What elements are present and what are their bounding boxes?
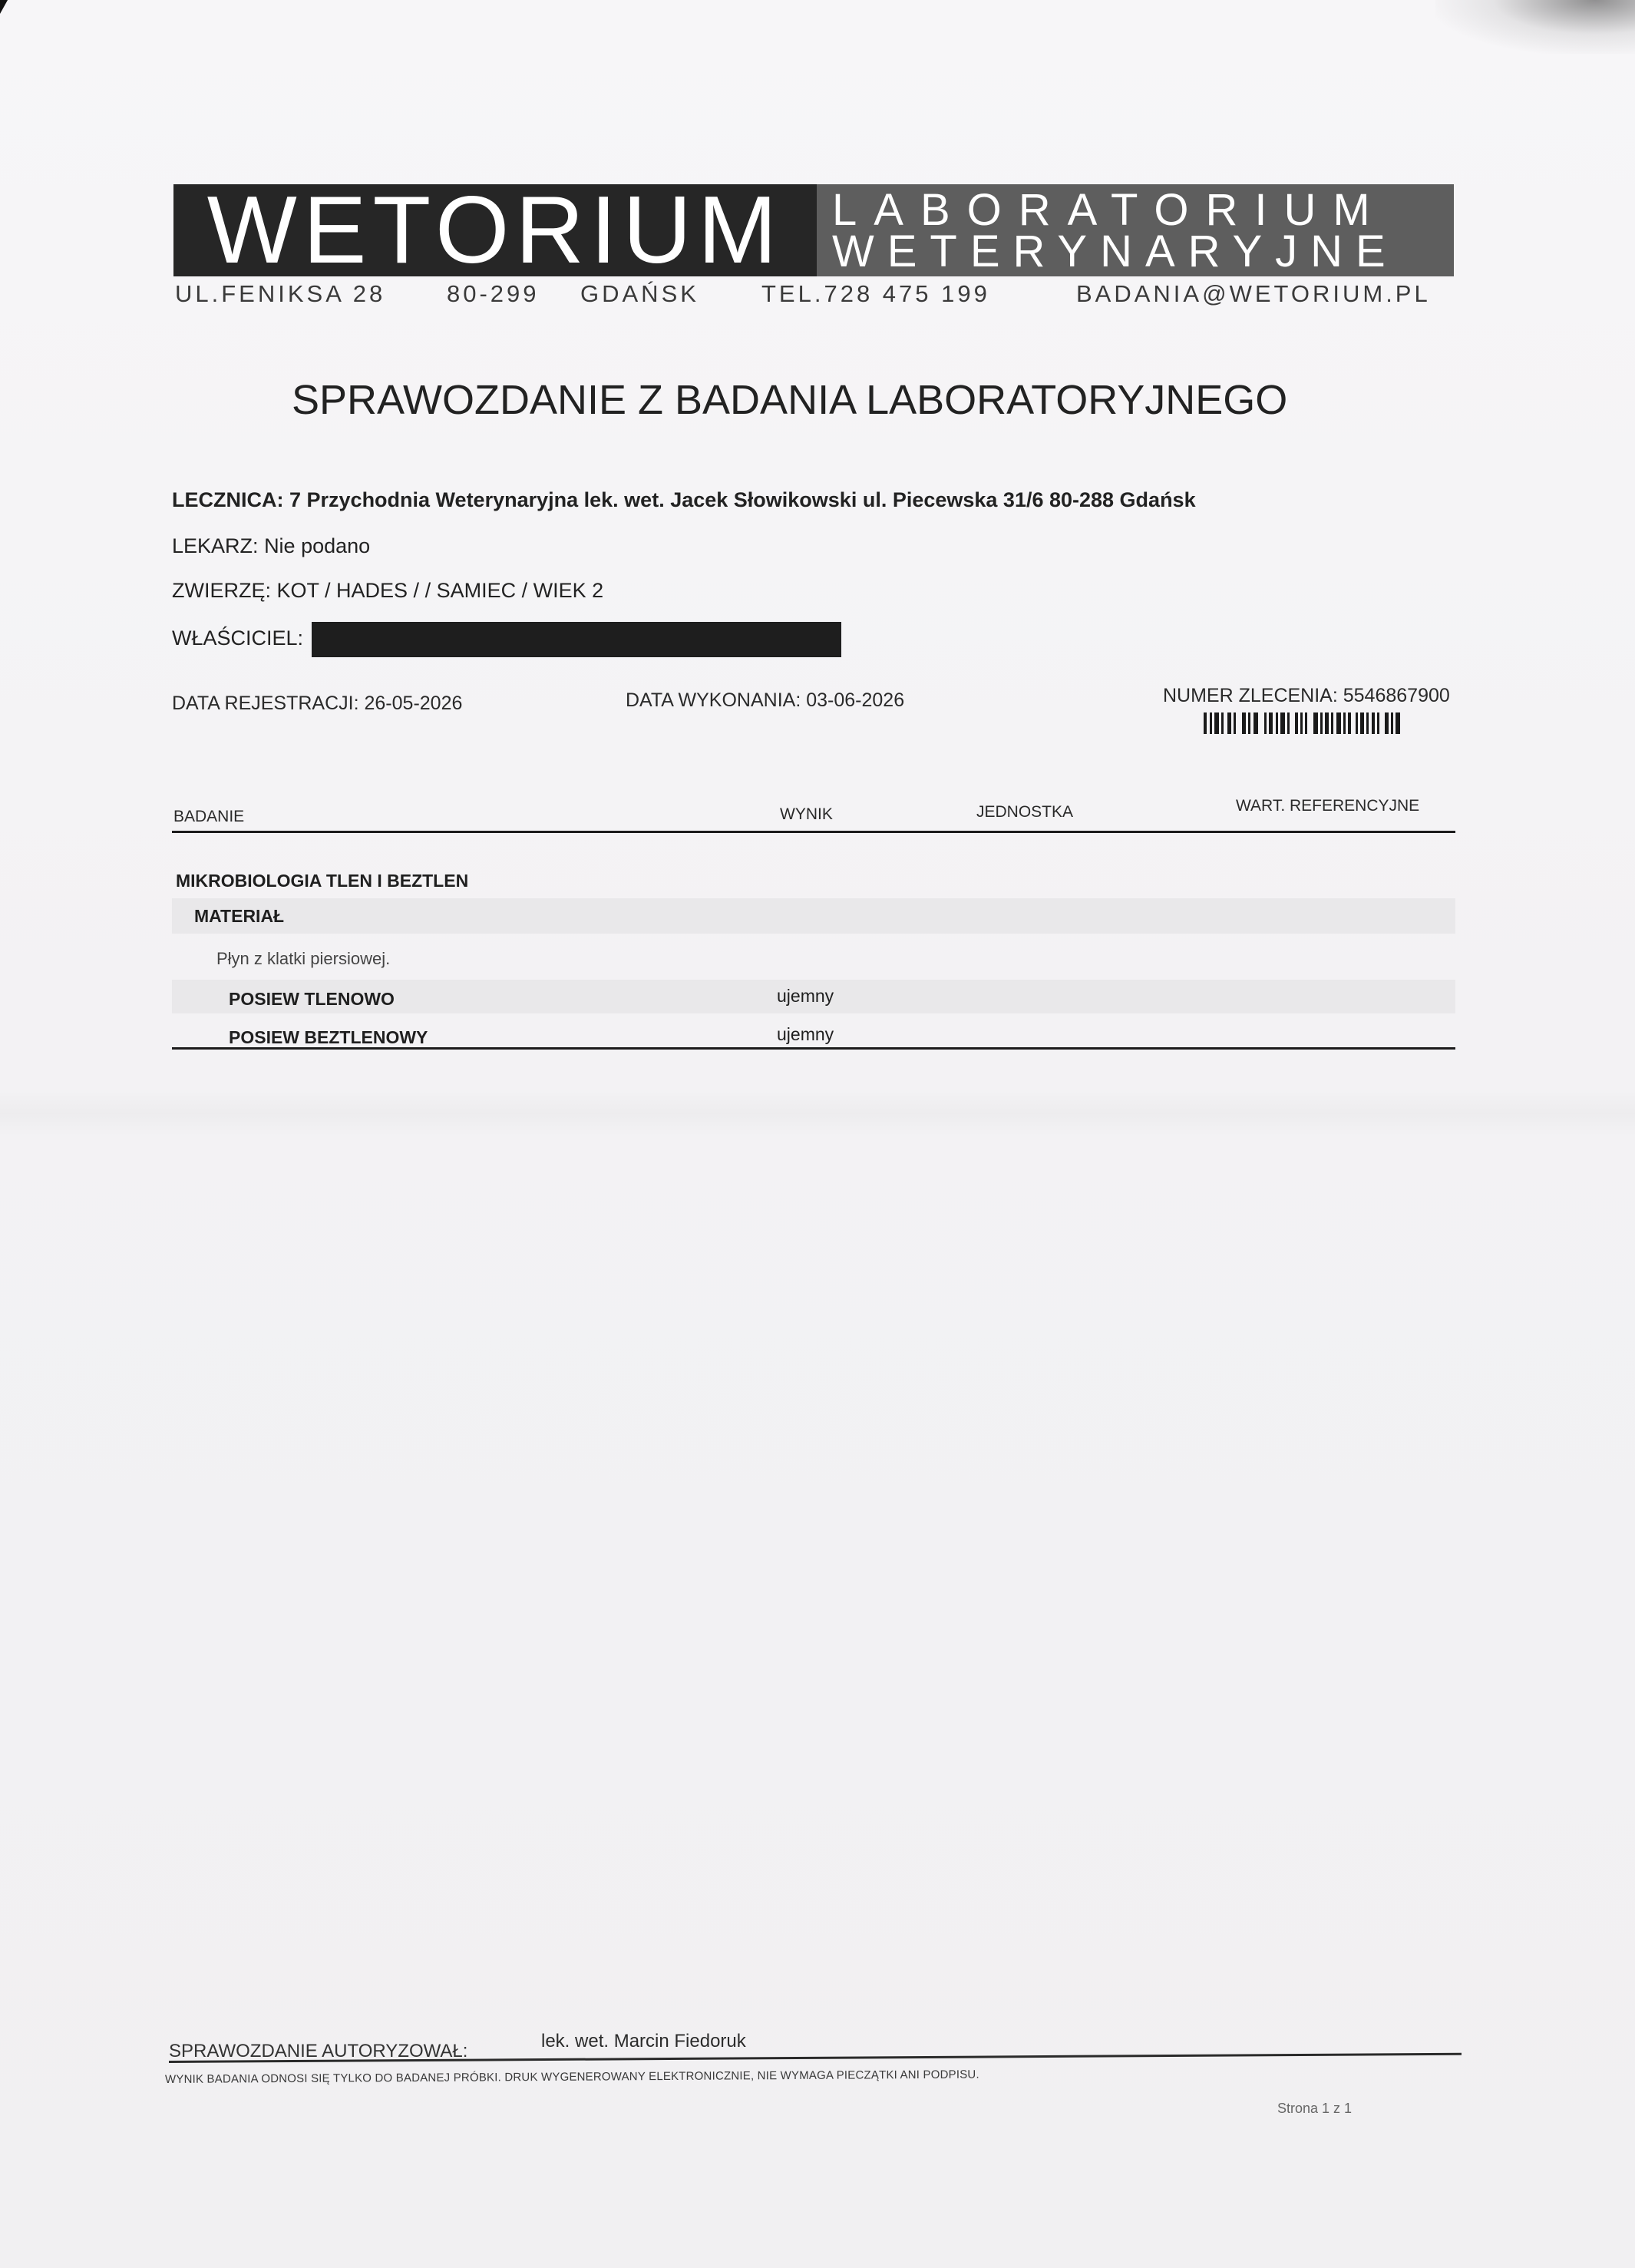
table-header-rule [172,831,1455,833]
material-row-bg [172,898,1455,934]
footer-disclaimer: WYNIK BADANIA ODNOSI SIĘ TYLKO DO BADANEJ PRÓBKI. DRUK WYGENEROWANY ELEKTRONICZNIE, NIE WYMAGA PIECZĄTKI ANI PODPISU. [164,2068,979,2086]
material-label: MATERIAŁ [194,906,285,926]
order-number: NUMER ZLECENIA: 5546867900 [1163,685,1450,706]
contact-phone: TEL.728 475 199 [761,280,990,307]
logo-subtitle-line1: LABORATORIUM [832,185,1387,235]
execution-date: DATA WYKONANIA: 03-06-2026 [626,689,905,711]
owner-label: WŁAŚCICIEL: [172,627,304,650]
material-value: Płyn z klatki piersiowej. [216,949,391,968]
corner-shadow [1435,0,1635,54]
table-row-test: POSIEW TLENOWO [229,989,395,1009]
animal-line [172,579,603,603]
clinic-line [172,488,1196,512]
table-row-result: ujemny [777,986,834,1006]
logo-subtitle [817,184,1454,276]
doctor-value: Nie podano [264,534,371,557]
order-barcode [1204,712,1425,734]
clinic-label: LECZNICA: [172,488,284,511]
col-header-unit: JEDNOSTKA [976,803,1074,821]
lab-contact-line [173,280,1455,311]
col-header-reference: WART. REFERENCYJNE [1236,797,1420,815]
lab-logo [173,184,1454,276]
corner-mark [0,0,8,14]
owner-redaction [312,622,841,657]
animal-label: ZWIERZĘ: [172,579,271,602]
paper-fold-shadow [0,1090,1635,1136]
page-number: Strona 1 z 1 [1277,2101,1353,2116]
contact-postal: 80-299 [447,280,540,307]
owner-line [172,627,303,650]
animal-value: KOT / HADES / / SAMIEC / WIEK 2 [276,579,604,602]
authorized-by: lek. wet. Marcin Fiedoruk [541,2031,746,2051]
clinic-value: 7 Przychodnia Weterynaryjna lek. wet. Jacek Słowikowski ul. Piecewska 31/6 80-288 Gdańsk [289,488,1196,511]
report-title: SPRAWOZDANIE Z BADANIA LABORATORYJNEGO [292,377,1288,423]
col-header-test: BADANIE [173,808,245,825]
logo-brand: WETORIUM [173,184,817,276]
authorized-label: SPRAWOZDANIE AUTORYZOWAŁ: [169,2041,468,2061]
table-bottom-rule [172,1047,1455,1050]
table-row-test: POSIEW BEZTLENOWY [229,1027,428,1047]
col-header-result: WYNIK [780,805,833,823]
table-row-result: ujemny [777,1024,834,1044]
contact-email: BADANIA@WETORIUM.PL [1076,280,1431,307]
doctor-line [172,534,370,558]
doctor-label: LEKARZ: [172,534,259,557]
contact-city: GDAŃSK [580,280,699,307]
section-title: MIKROBIOLOGIA TLEN I BEZTLEN [176,871,469,891]
contact-street: UL.FENIKSA 28 [175,280,386,307]
registration-date: DATA REJESTRACJI: 26-05-2026 [172,693,463,714]
logo-subtitle-line2: WETERYNARYJNE [832,226,1399,276]
